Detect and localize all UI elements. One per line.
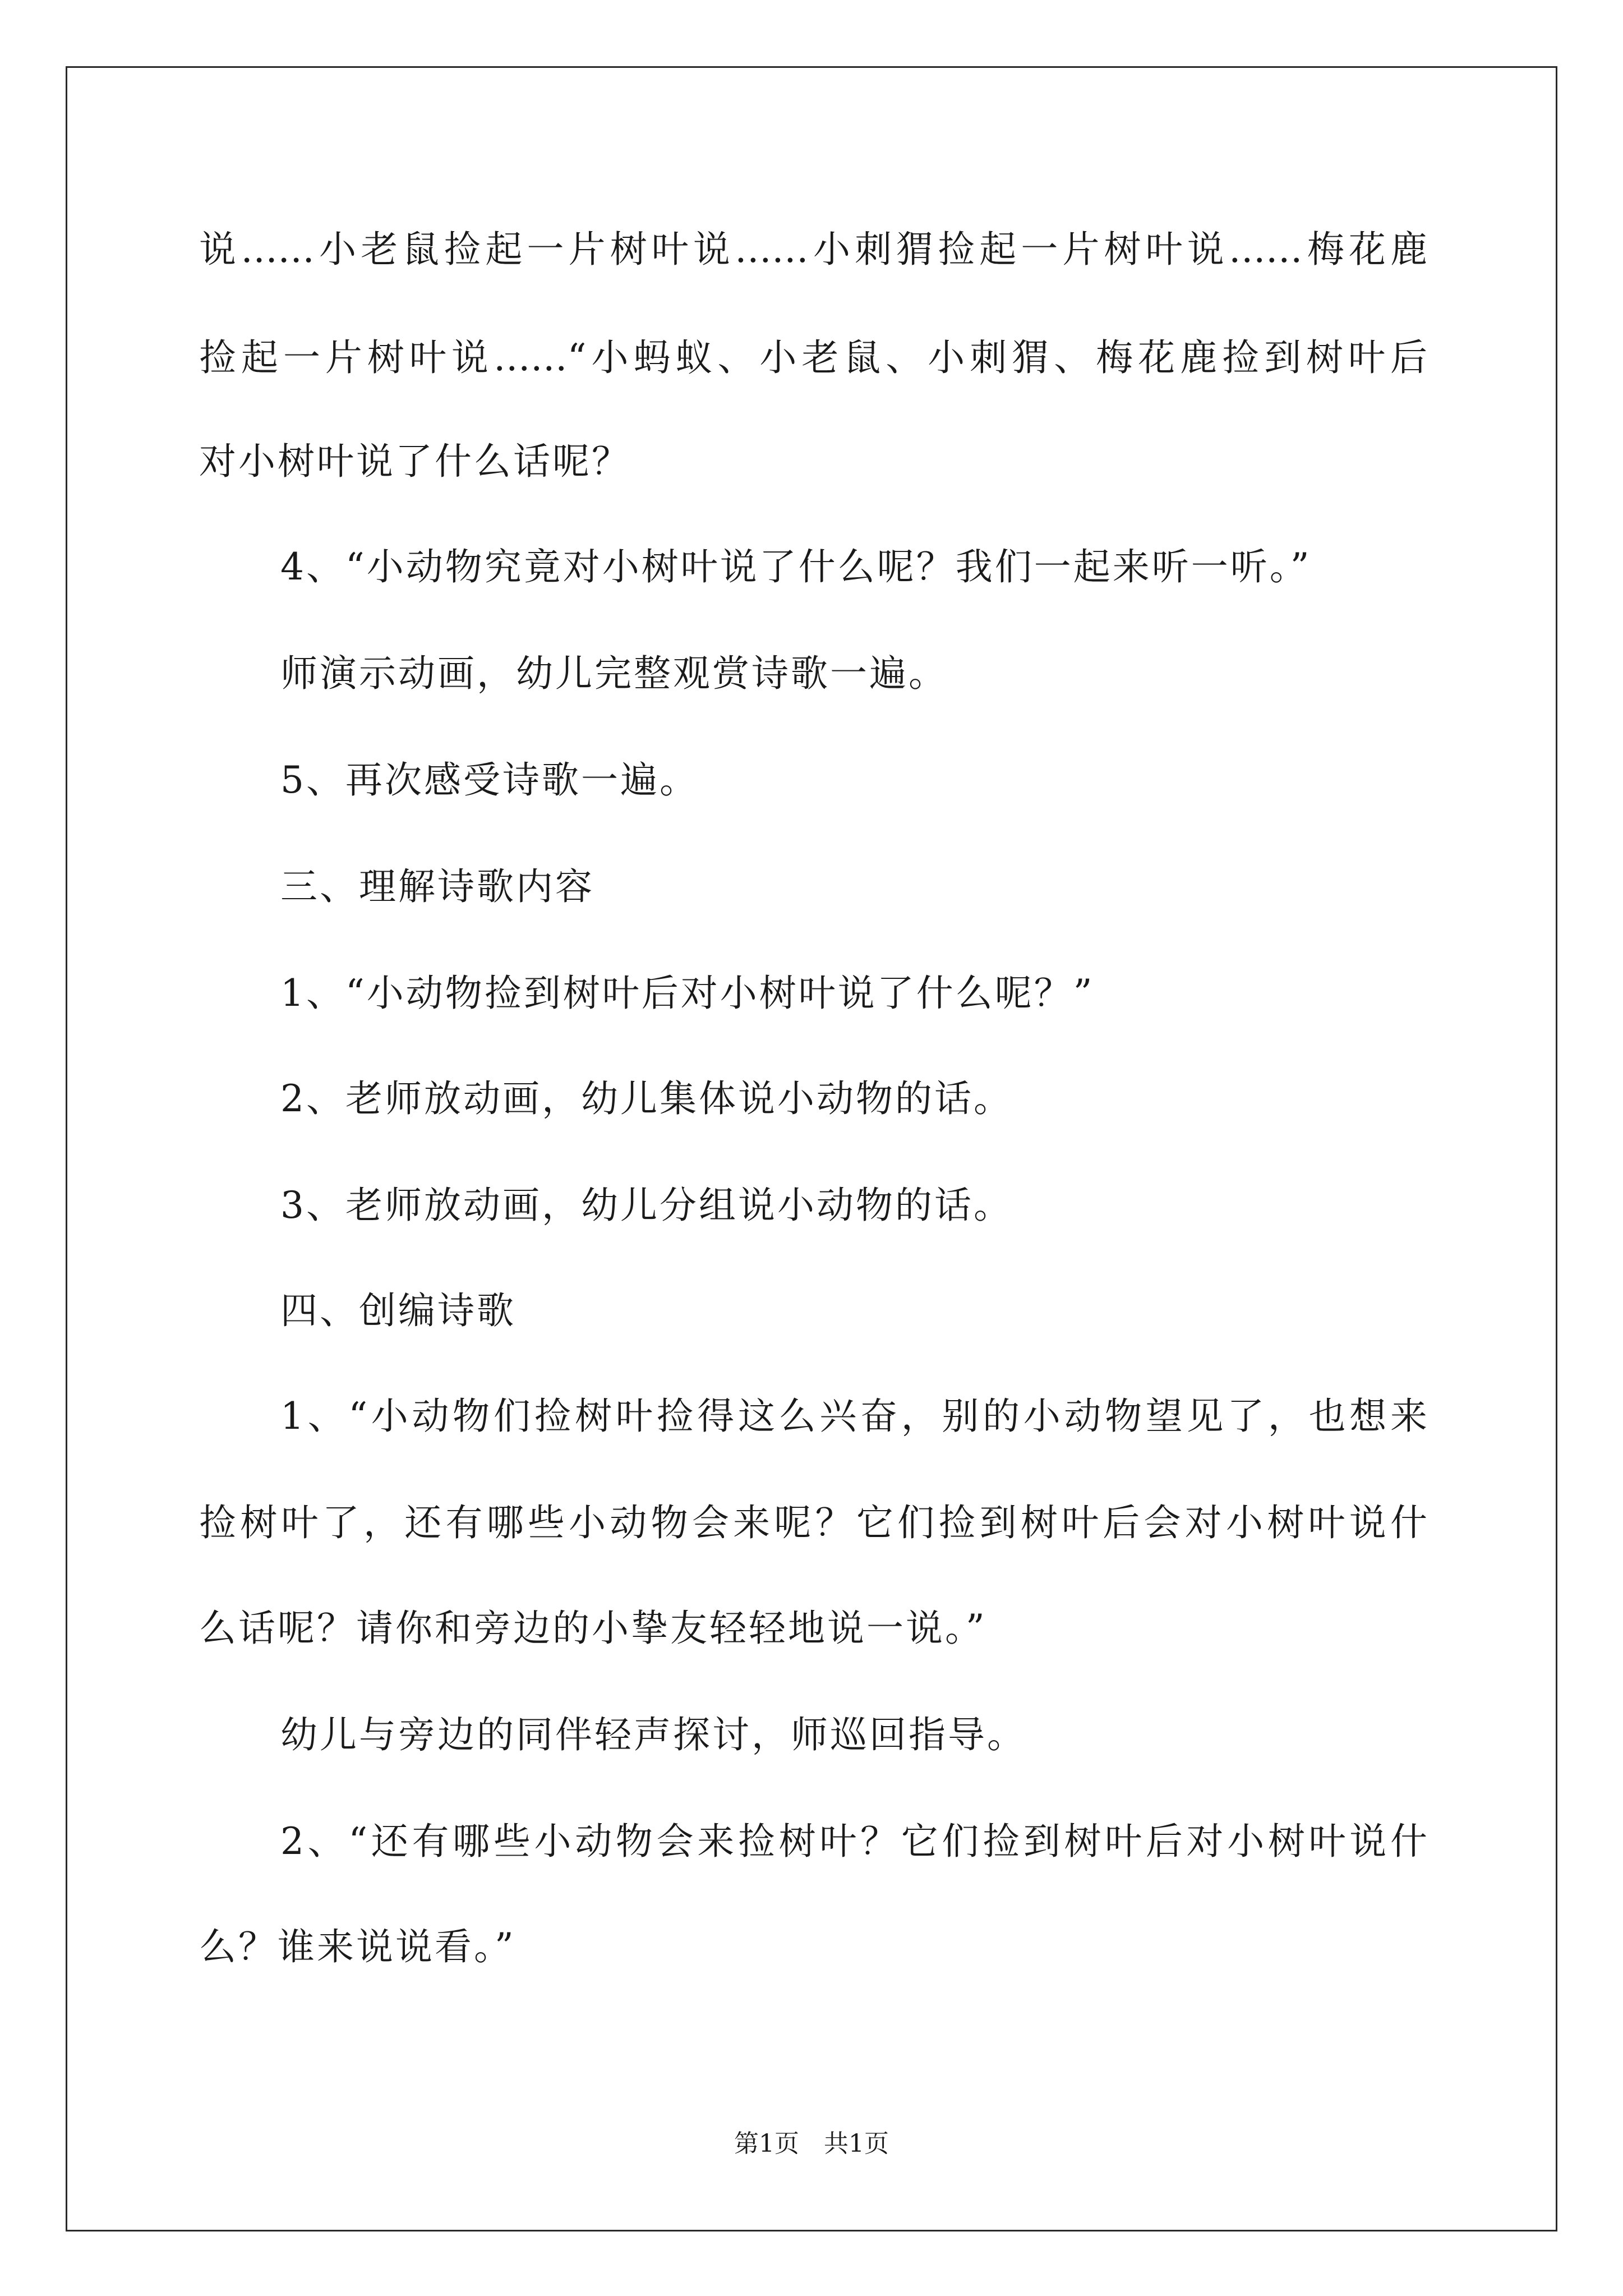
paragraph-line: 么话呢？请你和旁边的小挚友轻轻地说一说。” [199, 1607, 987, 1650]
paragraph-line: 幼儿与旁边的同伴轻声探讨，师巡回指导。 [280, 1713, 1026, 1756]
paragraph-line: 对小树叶说了什么话呢？ [199, 440, 631, 483]
paragraph-line: 1、“小动物们捡树叶捡得这么兴奋，别的小动物望见了，也想来 [280, 1395, 1427, 1438]
paragraph-line: 3、老师放动画，幼儿分组说小动物的话。 [280, 1184, 1013, 1227]
paragraph-line: 捡起一片树叶说……“小蚂蚁、小老鼠、小刺猬、梅花鹿捡到树叶后 [199, 336, 1427, 379]
paragraph-line: 师演示动画，幼儿完整观赏诗歌一遍。 [280, 652, 948, 695]
section-heading: 三、理解诗歌内容 [280, 865, 594, 908]
paragraph-line: 捡树叶了，还有哪些小动物会来呢？它们捡到树叶后会对小树叶说什 [199, 1501, 1427, 1544]
page-footer: 第1页 共1页 [734, 2129, 889, 2158]
paragraph-line: 5、再次感受诗歌一遍。 [280, 758, 699, 802]
section-heading: 四、创编诗歌 [280, 1289, 516, 1332]
page-border [66, 66, 1557, 2231]
paragraph-line: 2、老师放动画，幼儿集体说小动物的话。 [280, 1077, 1013, 1120]
paragraph-line: 1、“小动物捡到树叶后对小树叶说了什么呢？” [280, 972, 1095, 1015]
paragraph-line: 说……小老鼠捡起一片树叶说……小刺猬捡起一片树叶说……梅花鹿 [199, 228, 1427, 271]
paragraph-line: 么？谁来说说看。” [199, 1925, 516, 1968]
paragraph-line: 2、“还有哪些小动物会来捡树叶？它们捡到树叶后对小树叶说什 [280, 1820, 1427, 1863]
paragraph-line: 4、“小动物究竟对小树叶说了什么呢？我们一起来听一听。” [280, 545, 1312, 588]
